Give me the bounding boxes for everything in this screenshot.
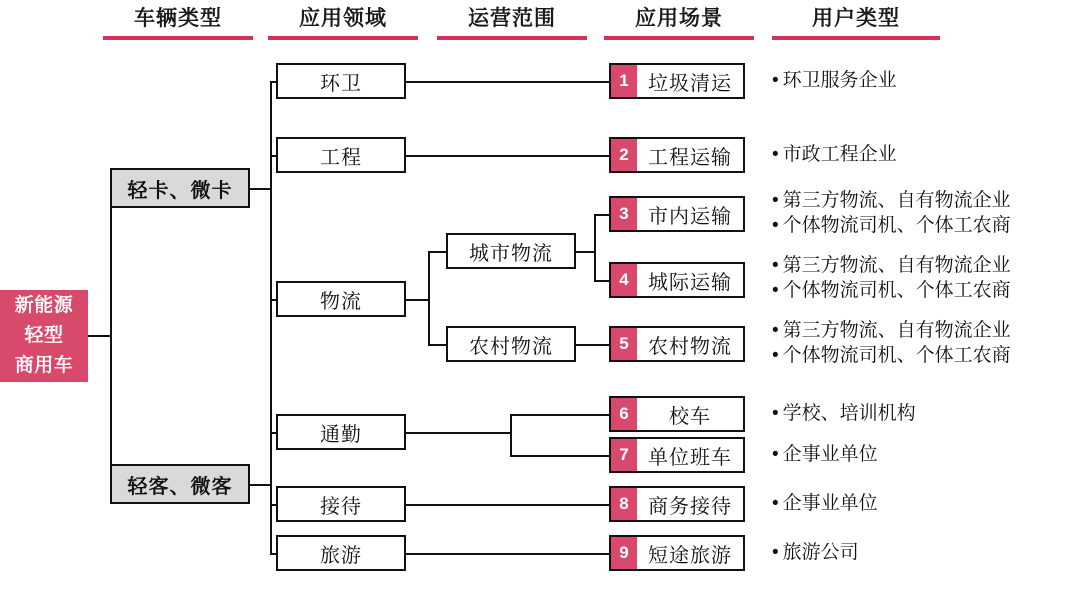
- scene-number-badge: 1: [611, 65, 637, 97]
- vehicle-type-label: 轻客、微客: [127, 475, 233, 498]
- operating-scope-node-1: [446, 233, 576, 269]
- user-type-line: • 学校、培训机构: [772, 401, 916, 426]
- application-domain-node-label: 接待: [320, 495, 362, 518]
- application-scene-node-9: [609, 535, 745, 571]
- user-type-group-3: [772, 188, 1011, 238]
- application-scene-node-7: [609, 437, 745, 473]
- user-type-line: • 企事业单位: [772, 491, 878, 516]
- user-type-group-5: [772, 318, 1011, 368]
- connector-truck-trunk: [270, 81, 272, 299]
- scene-number-badge: 9: [611, 537, 637, 569]
- application-domain-node-6: [276, 535, 406, 571]
- application-scene-node-6: [609, 396, 745, 432]
- connector-root-stem: [88, 335, 110, 337]
- application-domain-node-label: 环卫: [320, 72, 362, 95]
- connector-bus-trunk: [270, 299, 272, 554]
- user-type-group-1: [772, 68, 897, 93]
- scene-label: 市内运输: [648, 205, 732, 228]
- connector-city-b2: [594, 280, 609, 282]
- vehicle-type-label: 轻卡、微卡: [127, 179, 233, 202]
- root-node: [0, 290, 88, 382]
- application-scene-node-2: [609, 137, 745, 173]
- user-type-group-6: [772, 401, 916, 426]
- connector-root-trunk: [110, 188, 112, 484]
- user-type-line: • 环卫服务企业: [772, 68, 897, 93]
- vehicle-type-node-1: [110, 168, 250, 208]
- connector-tongqin-b2: [510, 455, 609, 457]
- operating-scope-node-label: 城市物流: [469, 242, 553, 265]
- connector-tongqin-trunk: [510, 414, 512, 455]
- connector-tongqin-stem: [406, 432, 510, 434]
- scene-number-badge: 3: [611, 198, 637, 230]
- user-type-group-2: [772, 142, 897, 167]
- application-scene-node-3: [609, 196, 745, 232]
- column-header-5: [772, 6, 940, 40]
- scene-label: 农村物流: [648, 335, 732, 358]
- column-header-2: [268, 6, 418, 40]
- column-header-rule: [268, 36, 418, 40]
- column-header-rule: [772, 36, 940, 40]
- scene-label: 工程运输: [648, 146, 732, 169]
- scene-label: 校车: [669, 405, 711, 428]
- user-type-line: • 第三方物流、自有物流企业: [772, 318, 1011, 343]
- user-type-group-9: [772, 540, 859, 565]
- user-type-line: • 个体物流司机、个体工农商: [772, 213, 1011, 238]
- root-label-line2: 轻型: [24, 325, 64, 346]
- connector-huanwei-to-scene: [406, 81, 609, 83]
- application-domain-node-5: [276, 486, 406, 522]
- user-type-line: • 第三方物流、自有物流企业: [772, 188, 1011, 213]
- column-header-label: 应用场景: [635, 7, 723, 30]
- connector-lvyou-to-scene: [406, 553, 609, 555]
- connector-truck-stem: [250, 188, 270, 190]
- scene-number-badge: 8: [611, 488, 637, 520]
- application-domain-node-label: 工程: [320, 146, 362, 169]
- application-scene-node-1: [609, 63, 745, 99]
- application-domain-node-2: [276, 137, 406, 173]
- connector-wuliu-b1: [428, 251, 446, 253]
- user-type-group-7: [772, 442, 878, 467]
- scene-number-badge: 4: [611, 264, 637, 296]
- column-header-label: 运营范围: [468, 7, 556, 30]
- user-type-line: • 个体物流司机、个体工农商: [772, 343, 1011, 368]
- connector-wuliu-b2: [428, 344, 446, 346]
- operating-scope-node-2: [446, 326, 576, 362]
- scene-label: 短途旅游: [648, 544, 732, 567]
- connector-city-stem: [576, 251, 594, 253]
- column-header-4: [604, 6, 754, 40]
- connector-bus-stem: [250, 484, 270, 486]
- connector-wuliu-stem: [406, 299, 428, 301]
- application-domain-node-3: [276, 281, 406, 317]
- vehicle-type-node-2: [110, 464, 250, 504]
- column-header-label: 用户类型: [812, 7, 900, 30]
- connector-city-trunk: [594, 214, 596, 280]
- user-type-group-4: [772, 253, 1011, 303]
- column-header-label: 车辆类型: [134, 7, 222, 30]
- application-scene-node-5: [609, 326, 745, 362]
- application-domain-node-label: 物流: [320, 290, 362, 313]
- user-type-line: • 旅游公司: [772, 540, 859, 565]
- connector-wuliu-trunk: [428, 251, 430, 344]
- column-header-rule: [437, 36, 587, 40]
- application-domain-node-label: 通勤: [320, 423, 362, 446]
- user-type-line: • 企事业单位: [772, 442, 878, 467]
- scene-label: 城际运输: [648, 271, 732, 294]
- connector-tongqin-b1: [510, 414, 609, 416]
- scene-label: 垃圾清运: [648, 72, 732, 95]
- connector-jiedai-to-scene: [406, 504, 609, 506]
- scene-number-badge: 6: [611, 398, 637, 430]
- user-type-line: • 市政工程企业: [772, 142, 897, 167]
- application-domain-node-4: [276, 414, 406, 450]
- user-type-line: • 第三方物流、自有物流企业: [772, 253, 1011, 278]
- column-header-rule: [604, 36, 754, 40]
- application-domain-node-label: 旅游: [320, 544, 362, 567]
- application-scene-node-4: [609, 262, 745, 298]
- scene-label: 商务接待: [648, 495, 732, 518]
- connector-city-b1: [594, 214, 609, 216]
- application-scene-node-8: [609, 486, 745, 522]
- application-domain-node-1: [276, 63, 406, 99]
- column-header-label: 应用领域: [299, 7, 387, 30]
- scene-number-badge: 5: [611, 328, 637, 360]
- column-header-rule: [103, 36, 253, 40]
- column-header-1: [103, 6, 253, 40]
- scene-label: 单位班车: [648, 446, 732, 469]
- connector-gongcheng-to-scene: [406, 155, 609, 157]
- user-type-line: • 个体物流司机、个体工农商: [772, 278, 1011, 303]
- scene-number-badge: 2: [611, 139, 637, 171]
- user-type-group-8: [772, 491, 878, 516]
- root-label-line3: 商用车: [14, 355, 74, 376]
- connector-rural-to-scene: [576, 344, 609, 346]
- operating-scope-node-label: 农村物流: [469, 335, 553, 358]
- scene-number-badge: 7: [611, 439, 637, 471]
- column-header-3: [437, 6, 587, 40]
- root-label-line1: 新能源: [14, 295, 74, 316]
